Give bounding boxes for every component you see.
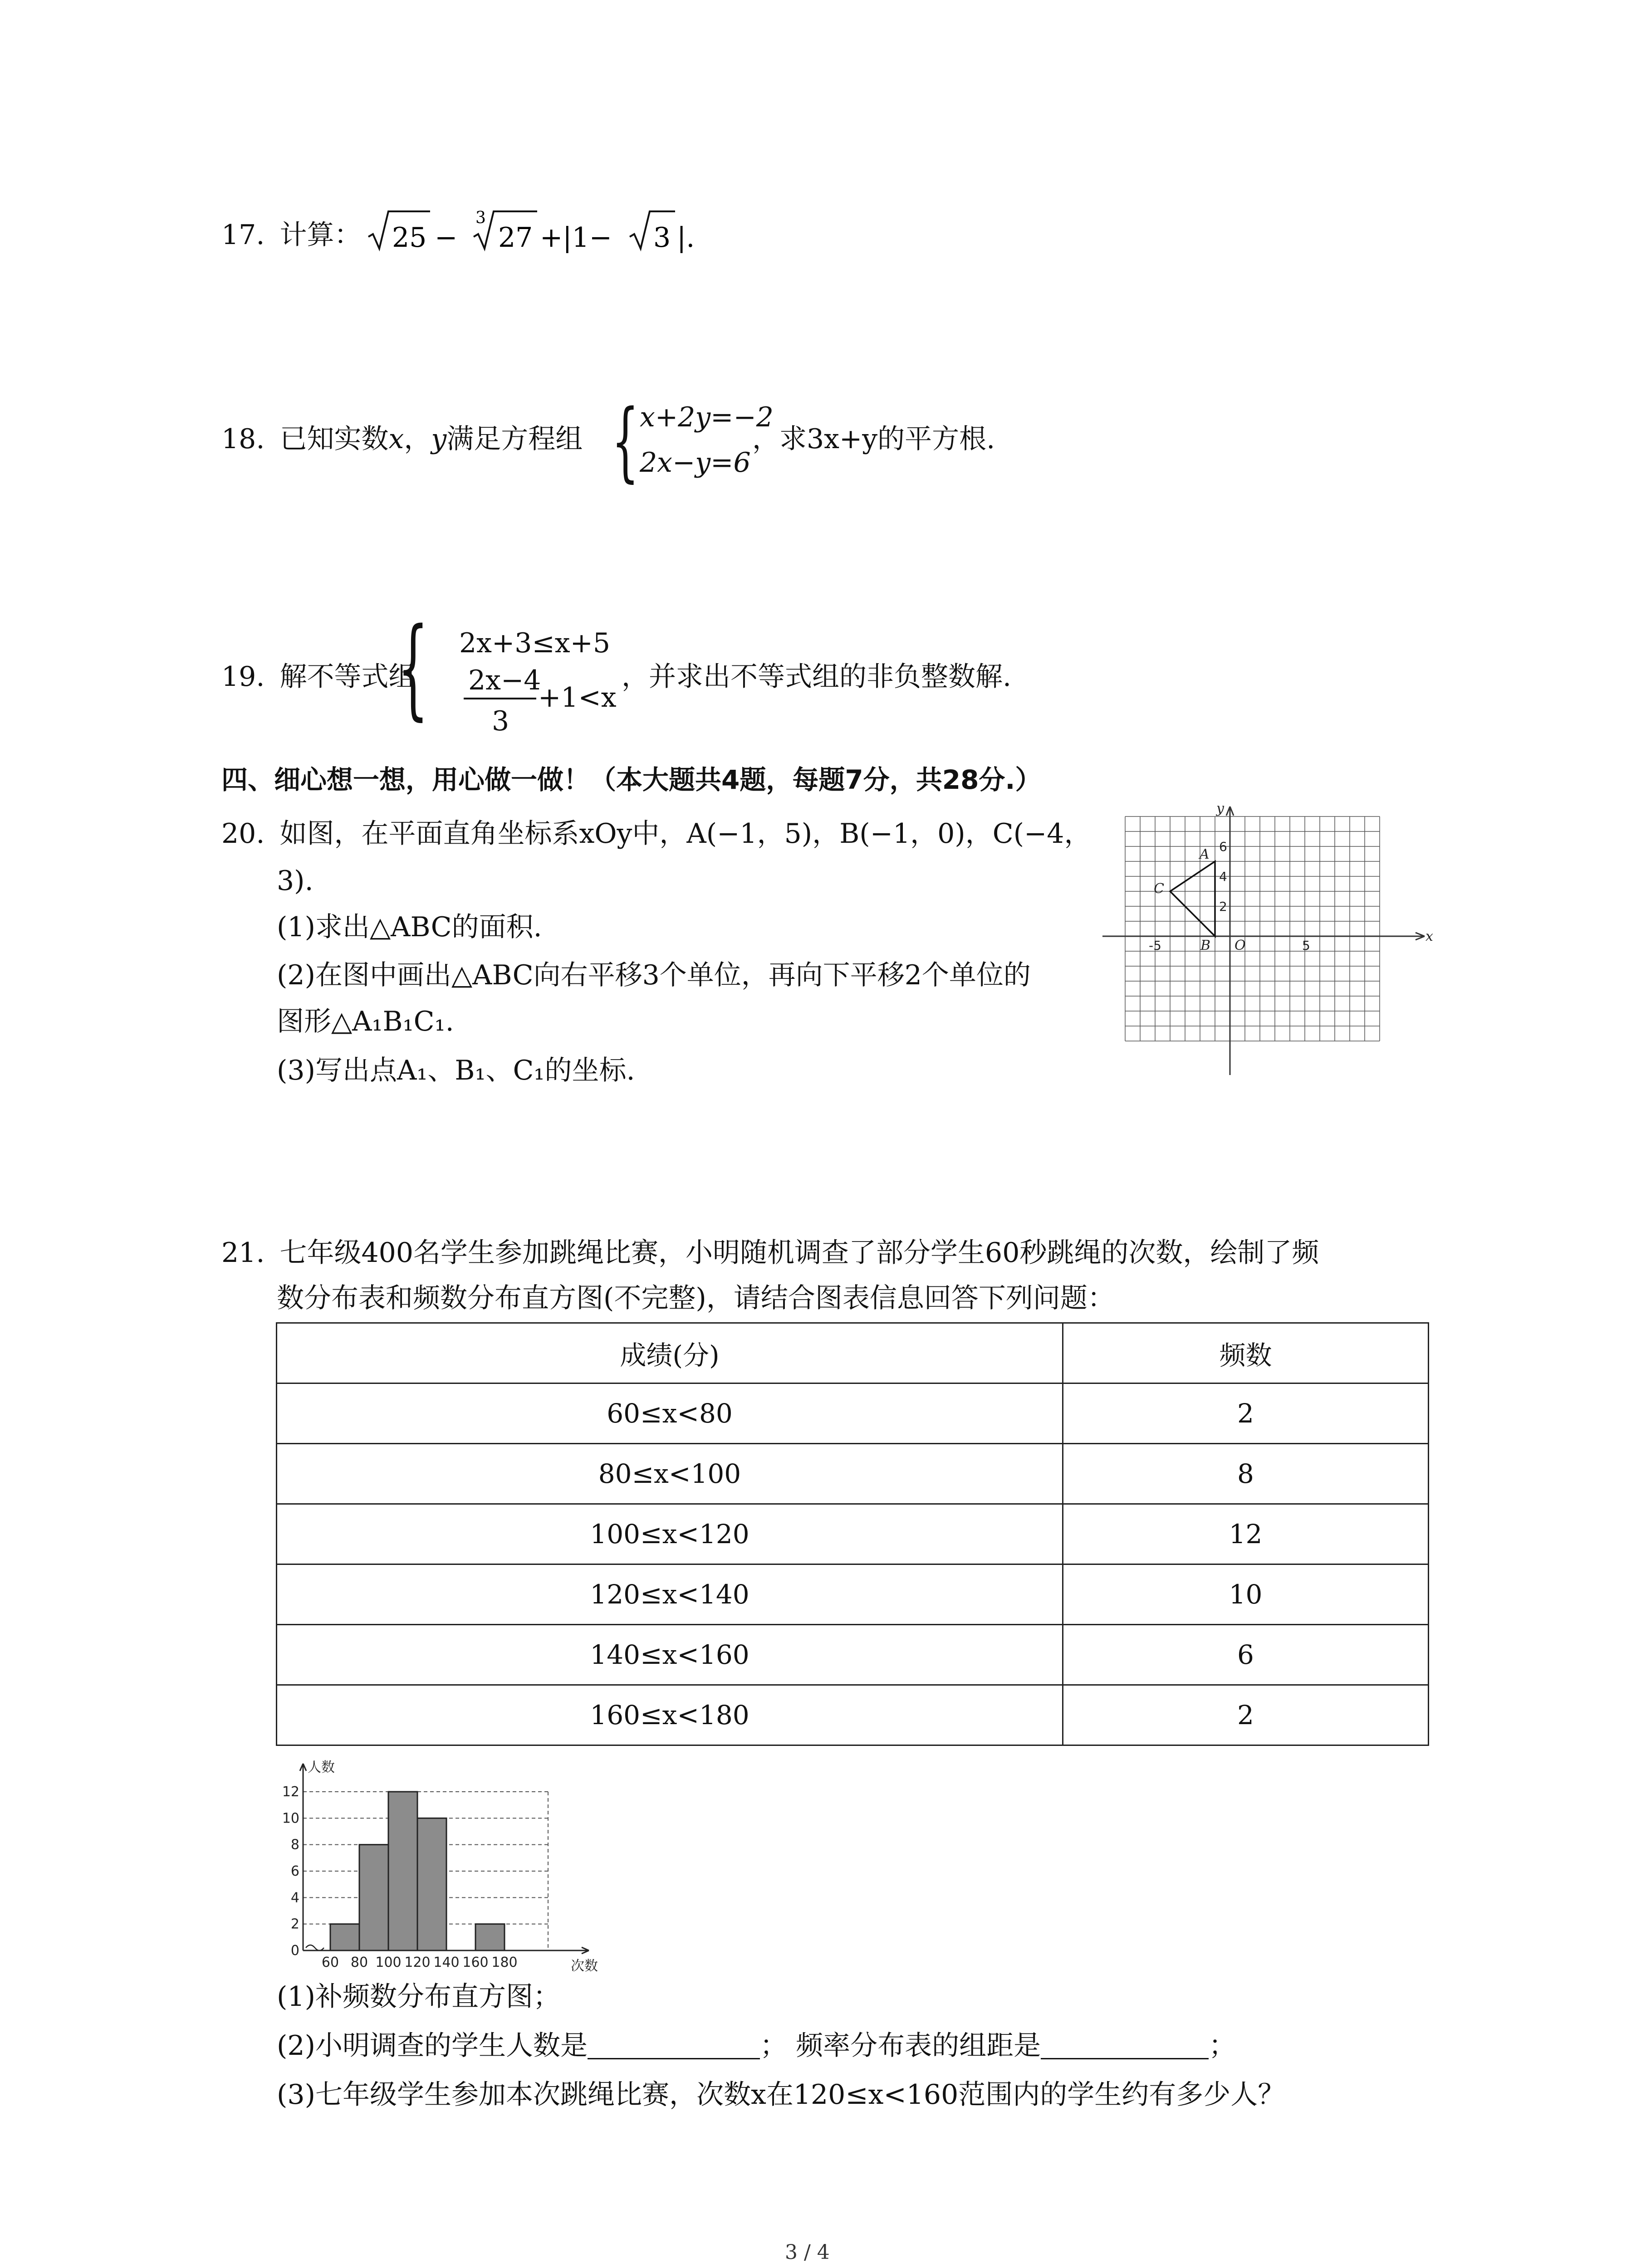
y-axis-label: y bbox=[1216, 803, 1224, 816]
q20-text-line2: 3). bbox=[277, 865, 314, 897]
table-header-frequency: 频数 bbox=[1063, 1323, 1429, 1383]
q19-label: 解不等式组 bbox=[279, 661, 416, 693]
table-cell-count: 6 bbox=[1063, 1625, 1429, 1685]
triangle-abc bbox=[1170, 861, 1215, 936]
q20-number: 20. bbox=[221, 818, 265, 850]
q19-line bbox=[221, 661, 416, 693]
y-tick-label: 10 bbox=[282, 1810, 299, 1827]
x-axis-label: x bbox=[1425, 929, 1433, 944]
tick-x-5: 5 bbox=[1302, 938, 1310, 953]
q21-part2-b: ； 频率分布表的组距是 bbox=[760, 2030, 1041, 2062]
q21-part2 bbox=[277, 2030, 1236, 2062]
q20-part1: (1)求出△ABC的面积. bbox=[277, 911, 542, 943]
point-b-label: B bbox=[1200, 938, 1211, 953]
page-number: 3 / 4 bbox=[785, 2241, 830, 2264]
tick-x-neg5: -5 bbox=[1149, 938, 1161, 953]
table-cell-range: 140≤x<160 bbox=[277, 1625, 1063, 1685]
x-tick-label: 60 bbox=[321, 1955, 339, 1970]
histogram-bar bbox=[388, 1792, 417, 1950]
q19-text-after: ，并求出不等式组的非负整数解. bbox=[622, 661, 1012, 693]
y-tick-label: 8 bbox=[290, 1837, 299, 1853]
table-cell-range: 120≤x<140 bbox=[277, 1564, 1063, 1625]
table-cell-count: 8 bbox=[1063, 1444, 1429, 1504]
q17-cbrt-index: 3 bbox=[475, 209, 486, 227]
q20-part3: (3)写出点A₁、B₁、C₁的坐标. bbox=[277, 1055, 635, 1086]
coordinate-grid-figure bbox=[1098, 803, 1434, 1080]
q17-minus: − bbox=[435, 222, 458, 254]
q19-frac-bar bbox=[464, 698, 536, 699]
table-cell-range: 80≤x<100 bbox=[277, 1444, 1063, 1504]
q21-text-line1: 七年级400名学生参加跳绳比赛，小明随机调查了部分学生60秒跳绳的次数，绘制了频 bbox=[279, 1237, 1319, 1269]
q20-part2-line1: (2)在图中画出△ABC向右平移3个单位，再向下平移2个单位的 bbox=[277, 959, 1031, 991]
x-axis-label: 次数 bbox=[571, 1958, 598, 1974]
grid-lines bbox=[1125, 816, 1380, 1041]
point-c-label: C bbox=[1154, 881, 1164, 897]
axis-break-icon bbox=[306, 1945, 324, 1950]
q17-label: 计算： bbox=[279, 219, 362, 251]
table-row bbox=[277, 1625, 1429, 1685]
histogram-bar bbox=[417, 1818, 446, 1950]
table-cell-count: 10 bbox=[1063, 1564, 1429, 1625]
table-header-row bbox=[277, 1323, 1429, 1383]
histogram-chart bbox=[276, 1760, 621, 1978]
x-tick-label: 100 bbox=[375, 1955, 402, 1970]
histogram-bar bbox=[330, 1924, 359, 1950]
table-header-score: 成绩(分) bbox=[277, 1323, 1063, 1383]
y-tick-label: 4 bbox=[290, 1890, 299, 1906]
q19-frac-num: 2x−4 bbox=[468, 665, 541, 696]
origin-label: O bbox=[1234, 938, 1246, 953]
q21-number: 21. bbox=[221, 1237, 265, 1269]
frequency-table bbox=[276, 1322, 1429, 1746]
q18-number: 18. bbox=[221, 423, 265, 455]
q17-number: 17. bbox=[221, 219, 265, 251]
y-tick-label: 0 bbox=[290, 1943, 299, 1959]
table-row bbox=[277, 1685, 1429, 1745]
q18-var-x: x bbox=[388, 423, 404, 455]
q17-abs-open: +|1− bbox=[540, 222, 612, 254]
histogram-bar bbox=[359, 1845, 388, 1950]
table-row bbox=[277, 1383, 1429, 1444]
q18-text-mid: 满足方程组 bbox=[446, 423, 583, 455]
y-tick-label: 6 bbox=[290, 1863, 299, 1879]
q19-ineq1: 2x+3≤x+5 bbox=[459, 627, 611, 659]
q20-line1 bbox=[221, 818, 1092, 850]
table-cell-range: 60≤x<80 bbox=[277, 1383, 1063, 1444]
q18-sep: ， bbox=[404, 423, 431, 455]
table-row bbox=[277, 1504, 1429, 1564]
tick-y-4: 4 bbox=[1219, 869, 1227, 884]
q19-brace: { bbox=[397, 604, 429, 731]
table-cell-count: 2 bbox=[1063, 1685, 1429, 1745]
x-tick-label: 160 bbox=[462, 1955, 489, 1970]
q21-part1: (1)补频数分布直方图； bbox=[277, 1981, 560, 2013]
q17 bbox=[221, 221, 362, 249]
table-cell-range: 100≤x<120 bbox=[277, 1504, 1063, 1564]
q20-part2-line2: 图形△A₁B₁C₁. bbox=[277, 1006, 454, 1037]
q17-sqrt2-arg: 3 bbox=[653, 222, 671, 254]
q17-abs-close: |. bbox=[677, 222, 695, 254]
table-cell-count: 12 bbox=[1063, 1504, 1429, 1564]
x-tick-label: 120 bbox=[404, 1955, 431, 1970]
table-row bbox=[277, 1444, 1429, 1504]
answer-blank-student-count[interactable] bbox=[588, 2034, 760, 2059]
q20-text-line1: 如图，在平面直角坐标系xOy中，A(−1，5)，B(−1，0)，C(−4， bbox=[279, 818, 1092, 850]
q18-var-y: y bbox=[431, 423, 447, 455]
q21-line1 bbox=[221, 1237, 1319, 1269]
q18-eq1: x+2y=−2 bbox=[640, 401, 774, 433]
x-tick-label: 180 bbox=[491, 1955, 518, 1970]
q17-sqrt-arg: 25 bbox=[392, 222, 427, 254]
y-tick-label: 12 bbox=[282, 1784, 299, 1800]
q21-part2-a: (2)小明调查的学生人数是 bbox=[277, 2030, 588, 2062]
tick-y-2: 2 bbox=[1219, 899, 1227, 914]
table-cell-count: 2 bbox=[1063, 1383, 1429, 1444]
histogram-bar bbox=[475, 1924, 505, 1950]
q17-cbrt-arg: 27 bbox=[498, 222, 533, 254]
q21-part3: (3)七年级学生参加本次跳绳比赛，次数x在120≤x<160范围内的学生约有多少人？ bbox=[277, 2079, 1285, 2111]
table-cell-range: 160≤x<180 bbox=[277, 1685, 1063, 1745]
q18-eq2: 2x−y=6 bbox=[640, 447, 751, 479]
y-tick-label: 2 bbox=[290, 1916, 299, 1932]
tick-y-6: 6 bbox=[1219, 839, 1227, 854]
q19-frac-den: 3 bbox=[492, 705, 509, 737]
y-axis-label: 人数 bbox=[308, 1760, 335, 1775]
q18-text-after: ，求3x+y的平方根. bbox=[752, 423, 995, 455]
q21-text-line2: 数分布表和频数分布直方图(不完整)，请结合图表信息回答下列问题： bbox=[277, 1282, 1115, 1314]
x-tick-label: 80 bbox=[350, 1955, 368, 1970]
table-row bbox=[277, 1564, 1429, 1625]
q18-line bbox=[221, 425, 583, 453]
x-tick-label: 140 bbox=[433, 1955, 460, 1970]
point-a-label: A bbox=[1200, 846, 1210, 862]
answer-blank-class-width[interactable] bbox=[1041, 2034, 1209, 2059]
section-4-title: 四、细心想一想，用心做一做！（本大题共4题，每题7分，共28分.） bbox=[221, 764, 1042, 795]
q17-expression bbox=[367, 205, 711, 255]
q21-part2-c: ； bbox=[1209, 2030, 1236, 2062]
q19-number: 19. bbox=[221, 661, 265, 693]
q19-ineq2-rest: +1<x bbox=[538, 682, 617, 714]
q18-text-before: 已知实数 bbox=[279, 423, 389, 455]
q18-brace: { bbox=[612, 391, 639, 491]
